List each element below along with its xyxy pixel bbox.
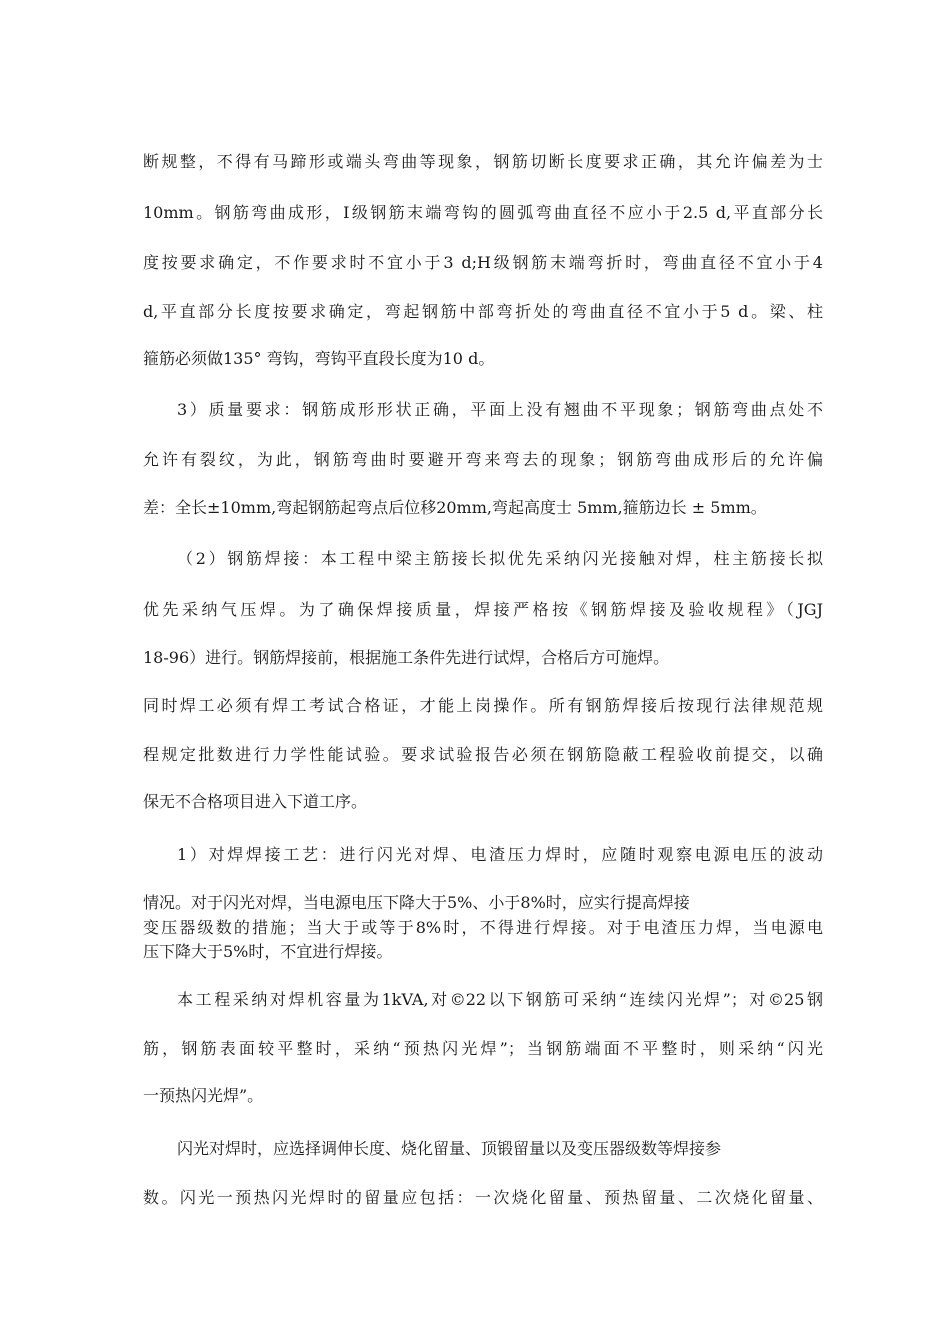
text-line: 同时焊工必须有焊工考试合格证，才能上岗操作。所有钢筋焊接后按现行法律规范规 <box>143 696 823 715</box>
text-line: 箍筋必须做135° 弯钩，弯钩平直段长度为10 d。 <box>143 349 495 368</box>
text-line: 允许有裂纹，为此，钢筋弯曲时要避开弯来弯去的现象；钢筋弯曲成形后的允许偏 <box>143 450 823 469</box>
text-line: 18-96）进行。钢筋焊接前，根据施工条件先进行试焊，合格后方可施焊。 <box>143 648 670 667</box>
text-line: 10mm。钢筋弯曲成形，I级钢筋末端弯钩的圆弧弯曲直径不应小于2.5 d,平直部分长 <box>143 203 823 222</box>
text-line: （2）钢筋焊接：本工程中梁主筋接长拟优先采纳闪光接触对焊，柱主筋接长拟 <box>177 549 823 568</box>
text-line: 程规定批数进行力学性能试验。要求试验报告必须在钢筋隐蔽工程验收前提交，以确 <box>143 745 823 764</box>
text-line: 度按要求确定，不作要求时不宜小于3 d;H级钢筋末端弯折时，弯曲直径不宜小于4 <box>143 253 823 272</box>
text-line: 数。闪光一预热闪光焊时的留量应包括：一次烧化留量、预热留量、二次烧化留量、 <box>143 1188 823 1207</box>
text-line: 差：全长±10mm,弯起钢筋起弯点后位移20mm,弯起高度士 5mm,箍筋边长 ± 5mm。 <box>143 498 767 517</box>
text-line: 本工程采纳对焊机容量为1kVA,对©22以下钢筋可采纳“连续闪光焊”；对©25钢 <box>177 990 823 1009</box>
text-line: 筋，钢筋表面较平整时，采纳“预热闪光焊”；当钢筋端面不平整时，则采纳“闪光 <box>143 1039 823 1058</box>
text-line: 断规整，不得有马蹄形或端头弯曲等现象，钢筋切断长度要求正确，其允许偏差为士 <box>143 152 823 171</box>
text-line: 情况。对于闪光对焊，当电源电压下降大于5%、小于8%时，应实行提高焊接 <box>143 893 690 912</box>
text-line: 闪光对焊时，应选择调伸长度、烧化留量、顶锻留量以及变压器级数等焊接参 <box>177 1139 722 1158</box>
text-line: 压下降大于5%时，不宜进行焊接。 <box>143 942 393 961</box>
text-line: 3）质量要求：钢筋成形形状正确，平面上没有翘曲不平现象；钢筋弯曲点处不 <box>177 400 823 419</box>
text-line: 变压器级数的措施；当大于或等于8%时，不得进行焊接。对于电渣压力焊，当电源电 <box>143 918 823 937</box>
text-line: 优先采纳气压焊。为了确保焊接质量，焊接严格按《钢筋焊接及验收规程》（JGJ <box>143 600 823 619</box>
text-line: 保无不合格项目进入下道工序。 <box>143 792 368 811</box>
text-line: 1）对焊焊接工艺：进行闪光对焊、电渣压力焊时，应随时观察电源电压的波动 <box>177 845 823 864</box>
text-line: d,平直部分长度按要求确定，弯起钢筋中部弯折处的弯曲直径不宜小于5 d。梁、柱 <box>143 302 823 321</box>
text-line: 一预热闪光焊”。 <box>143 1086 264 1105</box>
